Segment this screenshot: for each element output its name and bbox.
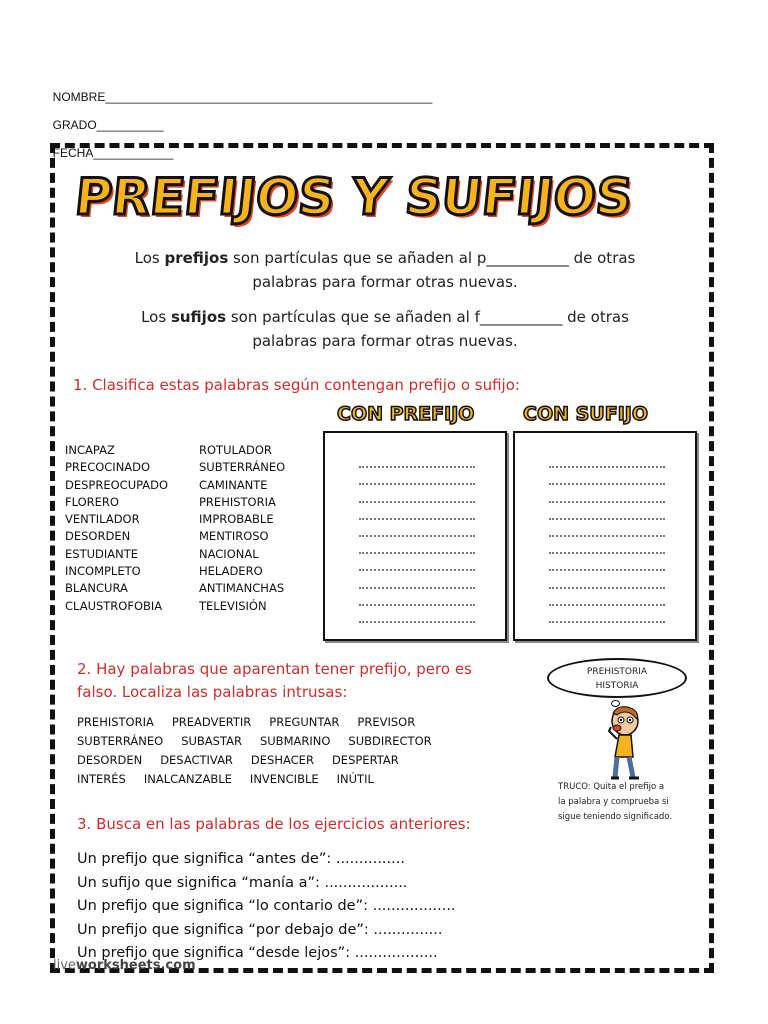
intruder-word[interactable]: PREHISTORIA	[77, 715, 154, 729]
worksheet-title: PREFIJOS Y SUFIJOS	[72, 168, 636, 226]
intruder-word[interactable]: DESORDEN	[77, 753, 143, 767]
word-item: FLORERO	[65, 494, 119, 509]
con-prefijo-answer-sheet[interactable]	[323, 431, 507, 641]
word-item: DESORDEN	[65, 529, 131, 544]
word-item: CLAUSTROFOBIA	[65, 598, 163, 613]
word-item: MENTIROSO	[199, 529, 269, 544]
word-item: DESPREOCUPADO	[65, 477, 169, 492]
word-item: VENTILADOR	[65, 512, 140, 527]
intruder-word[interactable]: INALCANZABLE	[143, 772, 232, 786]
intruder-word[interactable]: SUBDIRECTOR	[348, 734, 432, 748]
fecha-field[interactable]: FECHA____________	[52, 146, 174, 160]
word-item: CAMINANTE	[199, 477, 268, 492]
intruder-word[interactable]: SUBMARINO	[259, 734, 331, 748]
exercise3-items	[77, 848, 456, 966]
exercise3-item[interactable]: Un prefijo que significa “antes de”: ...............	[77, 851, 405, 867]
intruder-word[interactable]: DESACTIVAR	[160, 753, 233, 767]
word-item: SUBTERRÁNEO	[199, 460, 286, 475]
word-item: INCAPAZ	[65, 443, 115, 457]
answer-lines[interactable]	[549, 451, 665, 623]
exercise3-heading: 3. Busca en las palabras de los ejercicios anteriores:	[77, 815, 471, 833]
answer-lines[interactable]	[359, 451, 475, 623]
truco-tip: TRUCO: Quita el prefijo a la palabra y comprueba si sigue teniendo significado.	[558, 782, 673, 822]
intruder-word-grid	[77, 713, 432, 789]
word-item: NACIONAL	[199, 546, 259, 561]
worksheet-frame	[50, 143, 714, 973]
word-item: HELADERO	[199, 564, 263, 579]
intruder-word[interactable]: PREADVERTIR	[171, 715, 252, 729]
exercise3-item[interactable]: Un prefijo que significa “desde lejos”: ..................	[77, 945, 438, 961]
word-item: ESTUDIANTE	[65, 546, 139, 561]
word-item: BLANCURA	[65, 581, 128, 596]
word-item: INCOMPLETO	[65, 564, 141, 579]
intruder-word[interactable]: PREGUNTAR	[269, 715, 340, 729]
word-list-right	[199, 442, 285, 615]
con-prefijo-heading: CON PREFIJO	[337, 403, 475, 425]
thought-bubble: PREHISTORIA HISTORIA	[547, 658, 687, 698]
page-curl-icon	[669, 613, 695, 639]
exercise3-item[interactable]: Un prefijo que significa “por debajo de”: ...............	[77, 921, 443, 938]
prefijos-definition: Los prefijos son partículas que se añaden al p___________ de otras palabras para formar otras nuevas.	[134, 249, 636, 291]
word-item: PREHISTORIA	[199, 494, 276, 509]
intruder-word[interactable]: INTERÉS	[77, 772, 126, 786]
intruder-word[interactable]: DESHACER	[250, 753, 314, 767]
intruder-word[interactable]: INVENCIBLE	[249, 772, 319, 786]
con-sufijo-answer-sheet[interactable]	[513, 431, 697, 641]
word-item: ANTIMANCHAS	[199, 581, 285, 596]
exercise1-heading: 1. Clasifica estas palabras según contengan prefijo o sufijo:	[73, 376, 520, 394]
intruder-word[interactable]: SUBASTAR	[181, 734, 242, 748]
intruder-word[interactable]: INÚTIL	[336, 772, 374, 786]
liveworksheets-watermark: liveworksheets.com	[53, 958, 196, 973]
nombre-field[interactable]: NOMBRE_________________________________________________	[52, 90, 433, 104]
grado-field[interactable]: GRADO__________	[52, 118, 164, 132]
word-item: ROTULADOR	[199, 443, 272, 457]
word-item: IMPROBABLE	[199, 512, 274, 527]
exercise2-heading: 2. Hay palabras que aparentan tener prefijo, pero es falso. Localiza las palabras intrusas:	[77, 660, 472, 701]
word-item: PRECOCINADO	[65, 460, 151, 475]
thinking-boy-illustration	[589, 701, 659, 781]
exercise3-item[interactable]: Un sufijo que significa “manía a”: ..................	[77, 874, 408, 891]
word-list-left	[65, 442, 168, 615]
sufijos-definition: Los sufijos son partículas que se añaden al f___________ de otras palabras para formar otras nuevas.	[141, 308, 629, 350]
page-curl-icon	[479, 613, 505, 639]
intruder-word[interactable]: SUBTERRÁNEO	[77, 734, 164, 748]
intruder-word[interactable]: DESPERTAR	[331, 753, 399, 767]
intruder-word[interactable]: PREVISOR	[357, 715, 416, 729]
word-item: TELEVISIÓN	[199, 598, 267, 613]
exercise3-item[interactable]: Un prefijo que significa “lo contario de”: ..................	[77, 898, 456, 914]
con-sufijo-heading: CON SUFIJO	[523, 403, 648, 425]
